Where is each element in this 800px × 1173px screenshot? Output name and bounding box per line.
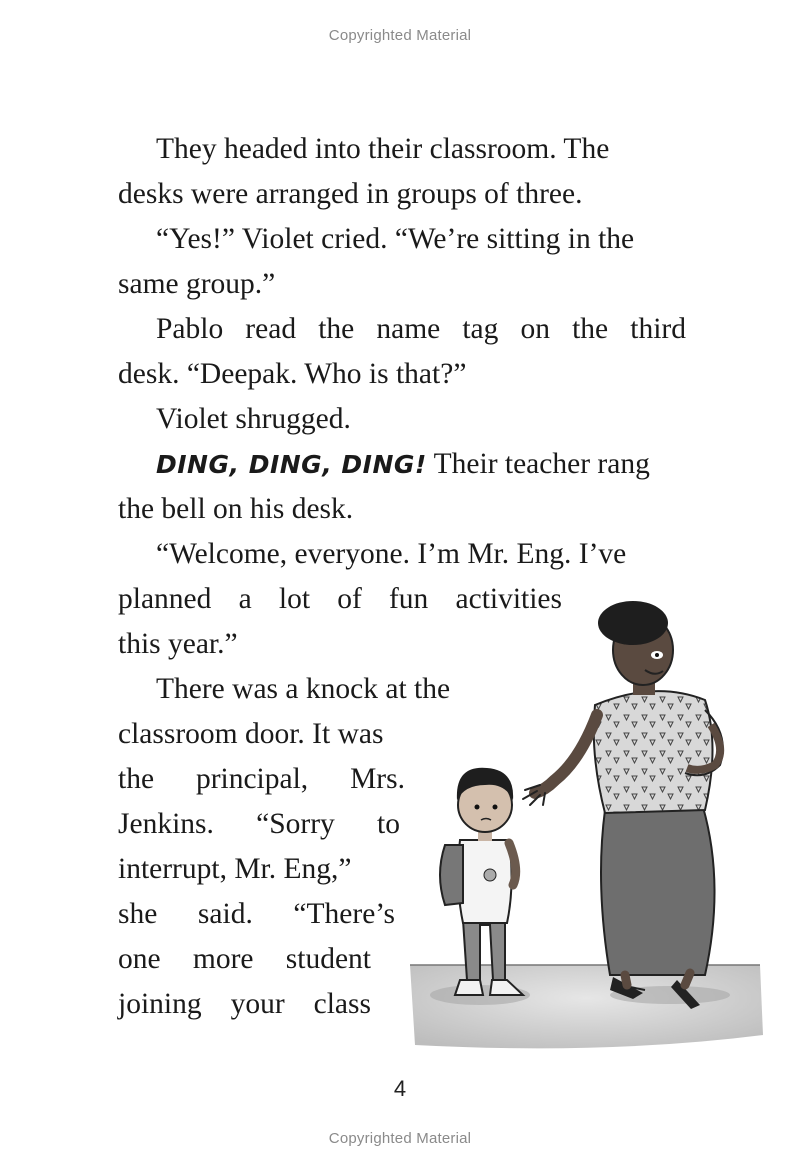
text-line: desk. “Deepak. Who is that?” xyxy=(118,358,467,390)
principal-figure xyxy=(523,601,723,1009)
text-line: the bell on his desk. xyxy=(118,493,354,525)
page-number: 4 xyxy=(393,1076,407,1101)
text-line: There was a knock at the xyxy=(156,673,451,705)
copyright-footer: Copyrighted Material xyxy=(328,1130,472,1147)
sound-effect: DING, DING, DING! xyxy=(156,450,427,479)
text-line: interrupt, Mr. Eng,” xyxy=(118,853,352,885)
floor-shading xyxy=(410,965,763,1048)
text-line: desks were arranged in groups of three. xyxy=(118,178,583,210)
text-line: They headed into their classroom. The xyxy=(156,133,610,165)
text-line: classroom door. It was xyxy=(118,718,384,750)
copyright-header: Copyrighted Material xyxy=(328,27,472,44)
text-line: one more student xyxy=(118,943,371,975)
text-line: same group.” xyxy=(118,268,276,300)
text-line: Pablo read the name tag on the third xyxy=(156,313,686,345)
text-line: the principal, Mrs. xyxy=(118,763,405,795)
text-line: “Welcome, everyone. I’m Mr. Eng. I’ve xyxy=(156,538,627,570)
text-line: “Yes!” Violet cried. “We’re sitting in the xyxy=(156,223,635,255)
text-fragment: Their teacher rang xyxy=(426,448,650,480)
text-line: joining your class xyxy=(118,988,371,1020)
text-line: she said. “There’s xyxy=(118,898,395,930)
text-line: Jenkins. “Sorry to xyxy=(118,808,400,840)
text-line: this year.” xyxy=(118,628,238,660)
illustration-principal-and-boy xyxy=(405,585,770,1060)
text-line: planned a lot of fun activities xyxy=(118,583,562,615)
text-line xyxy=(156,447,650,482)
boy-figure xyxy=(440,768,523,995)
text-line: Violet shrugged. xyxy=(156,403,351,435)
